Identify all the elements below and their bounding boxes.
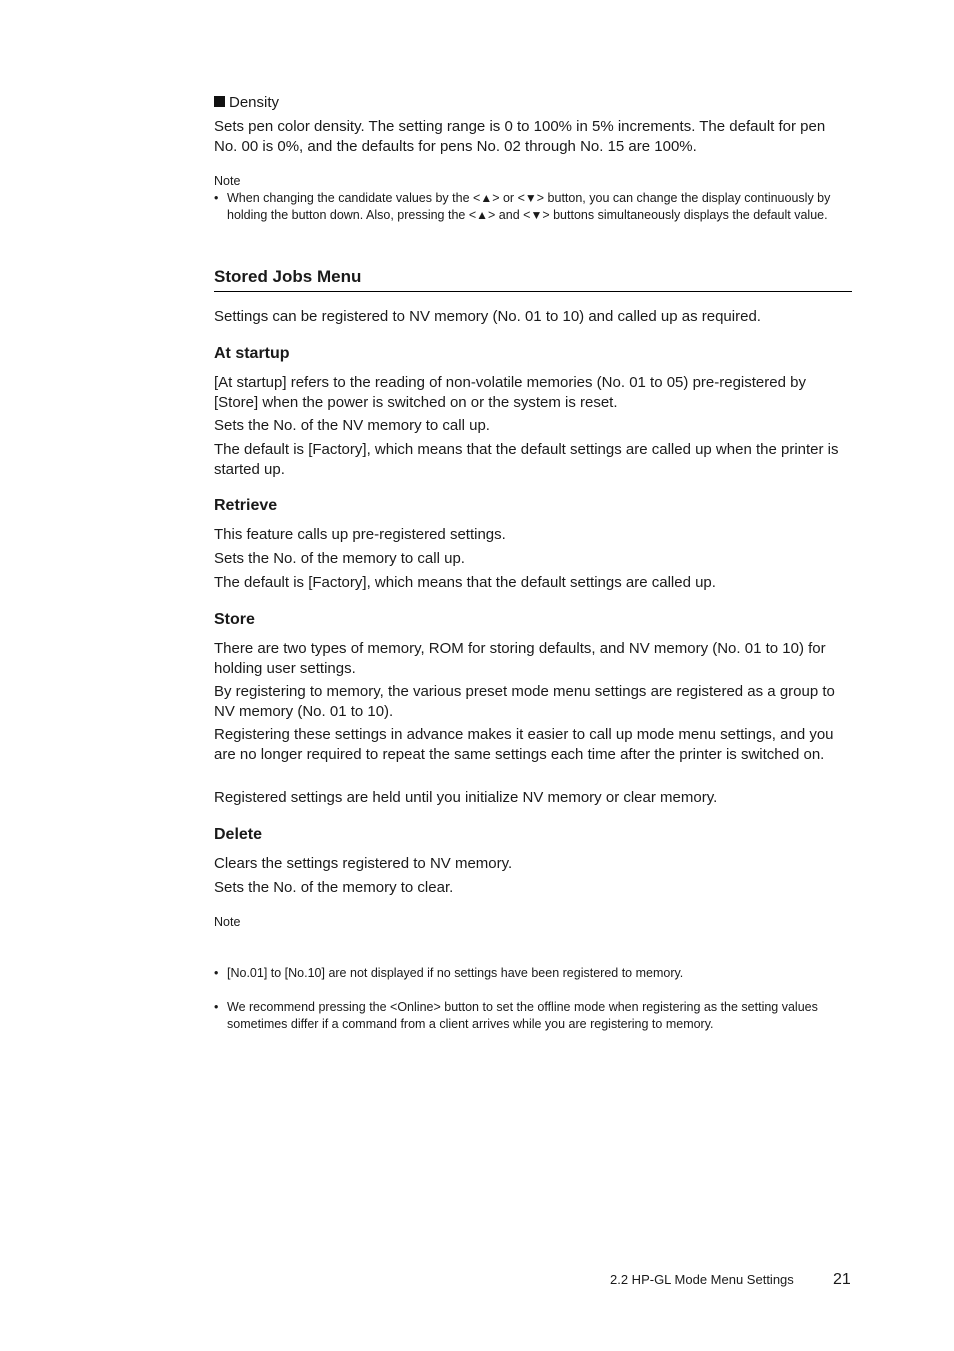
delete-heading: Delete (214, 826, 263, 843)
retrieve-text-2: Sets the No. of the memory to call up. (214, 550, 465, 567)
delete-note-bullet-1 (214, 965, 865, 982)
retrieve-text-1: This feature calls up pre-registered settings. (214, 526, 506, 543)
delete-note-text-2: We recommend pressing the <Online> button to set the offline mode when registering as the setting values sometimes differ if a command from a client arrives while you are registering to memory. (227, 1000, 818, 1031)
store-text-3: Registering these settings in advance makes it easier to call up mode menu settings, and you are no longer required to repeat the same settings each time after the printer is switched on. (214, 726, 834, 763)
density-note-part1: When changing the candidate values by the < (227, 191, 481, 205)
up-triangle-icon: ▲ (480, 191, 493, 205)
density-heading (214, 93, 852, 113)
density-note-part4: > and < (488, 208, 531, 222)
down-triangle-icon: ▼ (524, 191, 537, 205)
delete-note-title: Note (214, 915, 241, 929)
density-heading-label: Density (229, 94, 280, 111)
page-number: 21 (833, 1271, 851, 1288)
at-startup-text-1: [At startup] refers to the reading of non-volatile memories (No. 01 to 05) pre-registered by [Store] when the power is switched on or the system is reset. (214, 374, 806, 411)
store-heading: Store (214, 611, 255, 628)
at-startup-heading: At startup (214, 345, 290, 362)
density-note-part2: > or < (492, 191, 525, 205)
square-bullet-icon (214, 96, 225, 107)
footer-section-title: 2.2 HP-GL Mode Menu Settings (610, 1272, 794, 1287)
bullet-dot: • (214, 966, 219, 980)
density-note-part5: > buttons simultaneously displays the default value. (542, 208, 828, 222)
up-triangle-icon: ▲ (476, 208, 489, 222)
delete-note-bullet-2 (214, 999, 865, 1033)
stored-jobs-intro: Settings can be registered to NV memory (No. 01 to 10) and called up as required. (214, 308, 761, 325)
density-note-bullet (214, 190, 865, 224)
at-startup-text-2: Sets the No. of the NV memory to call up. (214, 417, 490, 434)
down-triangle-icon: ▼ (530, 208, 543, 222)
density-text: Sets pen color density. The setting range is 0 to 100% in 5% increments. The default for pen No. 00 is 0%, and the defaults for pens No. 02 through No. 15 are 100%. (214, 118, 826, 155)
delete-text-1: Clears the settings registered to NV memory. (214, 855, 513, 872)
bullet-dot: • (214, 1000, 219, 1014)
retrieve-heading: Retrieve (214, 497, 278, 514)
section-divider (214, 291, 852, 292)
at-startup-text-3: The default is [Factory], which means that the default settings are called up when the printer is started up. (214, 441, 839, 478)
store-text-1: There are two types of memory, ROM for storing defaults, and NV memory (No. 01 to 10) for holding user settings. (214, 640, 826, 677)
bullet-dot: • (214, 191, 219, 205)
store-text-4: Registered settings are held until you initialize NV memory or clear memory. (214, 789, 718, 806)
delete-text-2: Sets the No. of the memory to clear. (214, 879, 454, 896)
stored-jobs-heading: Stored Jobs Menu (214, 267, 362, 286)
delete-note-text-1: [No.01] to [No.10] are not displayed if no settings have been registered to memory. (227, 966, 684, 980)
density-note-title: Note (214, 174, 241, 188)
retrieve-text-3: The default is [Factory], which means that the default settings are called up. (214, 574, 716, 591)
density-note-part3: > button, you can change the display continuously by holding the button down. Also, pressing the < (227, 191, 831, 222)
store-text-2: By registering to memory, the various preset mode menu settings are registered as a group to NV memory (No. 01 to 10). (214, 683, 835, 720)
